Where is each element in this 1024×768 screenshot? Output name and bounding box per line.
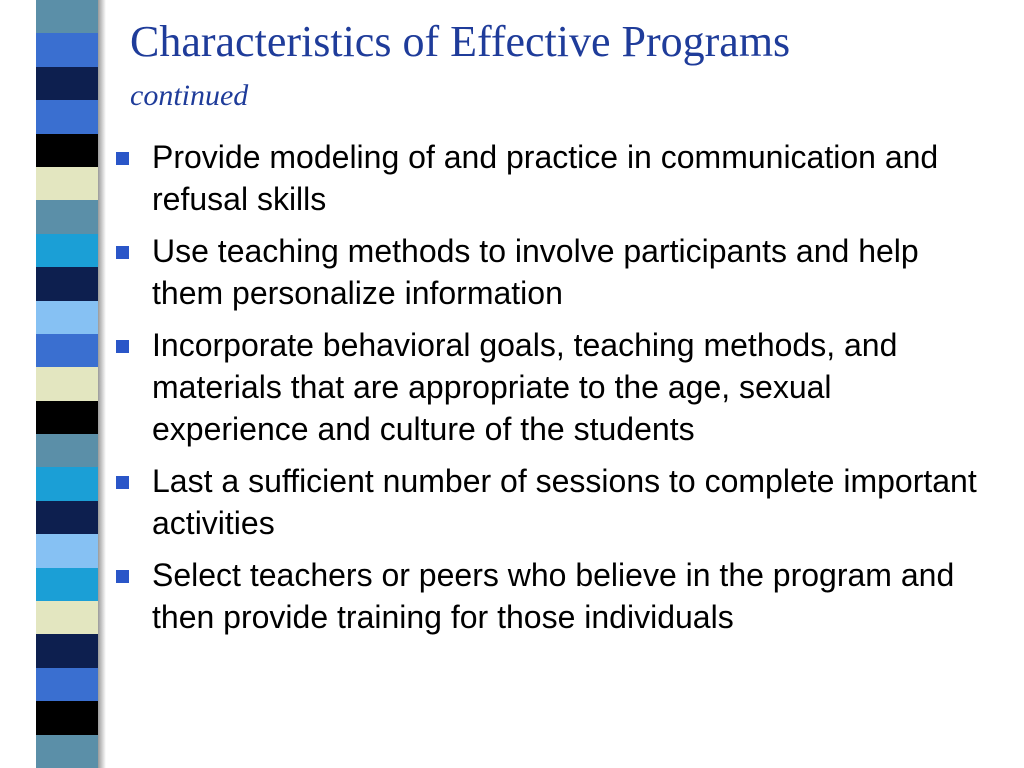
stripe-shadow [98, 0, 106, 768]
bullet-text: Use teaching methods to involve participants and help them personalize information [152, 233, 919, 311]
slide-subtitle: continued [130, 79, 249, 112]
stripe-segment [36, 467, 100, 500]
bullet-text: Provide modeling of and practice in communication and refusal skills [152, 139, 939, 217]
stripe-segment [36, 601, 100, 634]
stripe-segment [36, 67, 100, 100]
stripe-segment [36, 668, 100, 701]
stripe-segment [36, 167, 100, 200]
square-bullet-icon [116, 246, 129, 259]
stripe-segment [36, 334, 100, 367]
square-bullet-icon [116, 476, 129, 489]
bullet-item [114, 554, 994, 638]
stripe-segment [36, 501, 100, 534]
stripe-segment [36, 735, 100, 768]
bullet-list [114, 136, 994, 648]
stripe-segment [36, 0, 100, 33]
stripe-segment [36, 367, 100, 400]
bullet-text: Last a sufficient number of sessions to complete important activities [152, 463, 977, 541]
bullet-item [114, 230, 994, 314]
stripe-segment [36, 568, 100, 601]
square-bullet-icon [116, 570, 129, 583]
decorative-stripe-strip [36, 0, 100, 768]
stripe-segment [36, 134, 100, 167]
bullet-text: Incorporate behavioral goals, teaching methods, and materials that are appropriate to the age, sexual experience and culture of the students [152, 327, 898, 447]
bullet-item [114, 460, 994, 544]
stripe-segment [36, 33, 100, 66]
bullet-text: Select teachers or peers who believe in the program and then provide training for those individuals [152, 557, 955, 635]
stripe-segment [36, 401, 100, 434]
stripe-segment [36, 701, 100, 734]
bullet-item [114, 136, 994, 220]
stripe-segment [36, 234, 100, 267]
stripe-segment [36, 200, 100, 233]
stripe-segment [36, 301, 100, 334]
square-bullet-icon [116, 152, 129, 165]
stripe-segment [36, 100, 100, 133]
stripe-segment [36, 267, 100, 300]
stripe-segment [36, 434, 100, 467]
stripe-segment [36, 634, 100, 667]
slide-title: Characteristics of Effective Programs [130, 17, 791, 66]
bullet-item [114, 324, 994, 450]
square-bullet-icon [116, 340, 129, 353]
stripe-segment [36, 534, 100, 567]
